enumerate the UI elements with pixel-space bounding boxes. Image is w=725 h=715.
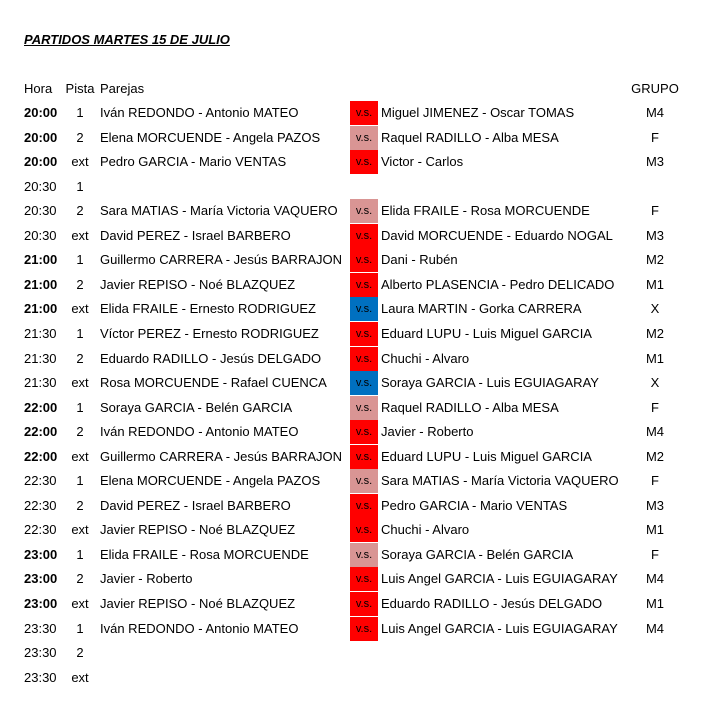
hora-cell: 21:00 — [24, 301, 58, 317]
vs-badge-red: v.s. — [350, 347, 378, 371]
pareja-2-cell: Luis Angel GARCIA - Luis EGUIAGARAY — [381, 620, 618, 636]
grupo-cell — [630, 666, 680, 690]
hora-cell: 22:30 — [24, 473, 57, 489]
pareja-1-cell: Elida FRAILE - Ernesto RODRIGUEZ — [100, 301, 316, 317]
grupo-cell: M2 — [645, 325, 665, 341]
pareja-1-cell: Rosa MORCUENDE - Rafael CUENCA — [100, 375, 327, 391]
vs-badge-red: v.s. — [350, 224, 378, 248]
pareja-2-cell: Laura MARTIN - Gorka CARRERA — [381, 301, 582, 317]
hora-cell: 20:30 — [24, 178, 57, 194]
table-row — [0, 592, 725, 616]
grupo-cell: X — [650, 301, 660, 317]
pareja-1-cell: Elida FRAILE - Rosa MORCUENDE — [100, 546, 309, 562]
pareja-1-cell — [100, 666, 348, 690]
table-row — [0, 641, 725, 665]
hora-cell: 23:30 — [24, 669, 57, 685]
vs-badge-red: v.s. — [350, 273, 378, 297]
hora-cell: 22:30 — [24, 497, 57, 513]
table-row — [0, 101, 725, 125]
table-row — [0, 322, 725, 346]
grupo-cell: M1 — [645, 350, 665, 366]
pista-cell: 1 — [76, 399, 84, 415]
table-row — [0, 666, 725, 690]
vs-badge-blue: v.s. — [350, 297, 378, 321]
pareja-2-cell: Chuchi - Alvaro — [381, 350, 470, 366]
pareja-2-cell — [381, 666, 631, 690]
pista-cell: ext — [71, 375, 89, 391]
grupo-cell: F — [651, 473, 659, 489]
pista-cell: 2 — [76, 645, 84, 661]
pareja-2-cell: Raquel RADILLO - Alba MESA — [381, 129, 559, 145]
pareja-1-cell: Sara MATIAS - María Victoria VAQUERO — [100, 203, 338, 219]
table-row — [0, 494, 725, 518]
table-row — [0, 248, 725, 272]
grupo-cell: M4 — [645, 424, 665, 440]
pista-cell: 1 — [76, 473, 84, 489]
hora-cell: 21:30 — [24, 325, 57, 341]
grupo-cell: M3 — [645, 154, 665, 170]
vs-badge-pink: v.s. — [350, 126, 378, 150]
table-row — [0, 126, 725, 150]
pareja-2-cell — [381, 175, 631, 199]
pareja-1-cell: Eduardo RADILLO - Jesús DELGADO — [100, 350, 322, 366]
grupo-cell: M1 — [645, 522, 665, 538]
pareja-1-cell: Guillermo CARRERA - Jesús BARRAJON — [100, 252, 342, 268]
pareja-1-cell: Soraya GARCIA - Belén GARCIA — [100, 399, 293, 415]
pista-cell: 1 — [76, 546, 84, 562]
pareja-2-cell: Dani - Rubén — [381, 252, 458, 268]
grupo-cell: M4 — [645, 105, 665, 120]
pareja-2-cell: Chuchi - Alvaro — [381, 522, 470, 538]
pareja-2-cell: Victor - Carlos — [381, 154, 464, 170]
pista-cell: 1 — [76, 178, 84, 194]
table-row — [0, 420, 725, 444]
hora-cell: 20:30 — [24, 227, 57, 243]
hora-cell: 23:00 — [24, 546, 58, 562]
pareja-1-cell: Guillermo CARRERA - Jesús BARRAJON — [100, 448, 342, 464]
table-row — [0, 567, 725, 591]
pareja-1-cell: David PEREZ - Israel BARBERO — [100, 227, 291, 243]
pareja-2-cell: Miguel JIMENEZ - Oscar TOMAS — [381, 105, 575, 120]
hora-cell: 22:00 — [24, 448, 58, 464]
grupo-cell: M1 — [645, 596, 665, 611]
hora-cell: 20:00 — [24, 154, 58, 170]
pareja-2-cell: Raquel RADILLO - Alba MESA — [381, 399, 559, 415]
pista-cell: 2 — [76, 350, 84, 366]
grupo-cell: M3 — [645, 227, 665, 243]
vs-badge-red: v.s. — [350, 150, 378, 174]
pareja-1-cell: Víctor PEREZ - Ernesto RODRIGUEZ — [100, 325, 319, 341]
vs-cell — [350, 175, 378, 199]
pista-cell: ext — [71, 596, 89, 611]
table-row — [0, 199, 725, 223]
grupo-cell: M2 — [645, 448, 665, 464]
pista-cell: 2 — [76, 276, 84, 292]
vs-badge-red: v.s. — [350, 592, 378, 616]
pista-cell: 2 — [76, 129, 84, 145]
vs-badge-pink: v.s. — [350, 396, 378, 420]
pareja-2-cell: Eduard LUPU - Luis Miguel GARCIA — [381, 325, 592, 341]
grupo-cell: M1 — [645, 276, 665, 292]
pareja-2-cell: David MORCUENDE - Eduardo NOGAL — [381, 227, 613, 243]
grupo-cell: F — [651, 129, 659, 145]
hora-cell: 20:30 — [24, 203, 57, 219]
pareja-1-cell: Iván REDONDO - Antonio MATEO — [100, 105, 299, 120]
vs-badge-blue: v.s. — [350, 371, 378, 395]
grupo-cell: X — [650, 375, 660, 391]
vs-badge-pink: v.s. — [350, 469, 378, 493]
page-title: PARTIDOS MARTES 15 DE JULIO — [24, 32, 230, 47]
pareja-2-cell: Eduardo RADILLO - Jesús DELGADO — [381, 596, 603, 611]
hora-cell: 20:00 — [24, 105, 58, 120]
pista-cell: 1 — [76, 105, 84, 120]
pista-cell: ext — [71, 522, 89, 538]
hora-cell: 23:30 — [24, 620, 57, 636]
grupo-cell: F — [651, 546, 659, 562]
pareja-1-cell — [100, 641, 348, 665]
vs-badge-red: v.s. — [350, 101, 378, 125]
table-row — [0, 273, 725, 297]
pista-cell: 2 — [76, 497, 84, 513]
vs-badge-red: v.s. — [350, 567, 378, 591]
hora-cell: 20:00 — [24, 129, 58, 145]
grupo-cell — [630, 175, 680, 199]
header-pista: Pista — [65, 81, 95, 96]
table-row — [0, 347, 725, 371]
pista-cell: 1 — [76, 620, 84, 636]
pareja-2-cell: Alberto PLASENCIA - Pedro DELICADO — [381, 276, 615, 292]
pareja-1-cell: Javier REPISO - Noé BLAZQUEZ — [100, 522, 296, 538]
table-row — [0, 396, 725, 420]
pista-cell: ext — [71, 301, 89, 317]
grupo-cell: M4 — [645, 620, 665, 636]
pista-cell: 1 — [76, 252, 84, 268]
pista-cell: ext — [71, 669, 89, 685]
hora-cell: 23:30 — [24, 645, 57, 661]
pareja-1-cell: David PEREZ - Israel BARBERO — [100, 497, 291, 513]
hora-cell: 22:00 — [24, 424, 58, 440]
table-row — [0, 617, 725, 641]
vs-badge-red: v.s. — [350, 617, 378, 641]
pareja-2-cell: Elida FRAILE - Rosa MORCUENDE — [381, 203, 590, 219]
hora-cell: 21:30 — [24, 350, 57, 366]
vs-badge-pink: v.s. — [350, 199, 378, 223]
pareja-2-cell: Eduard LUPU - Luis Miguel GARCIA — [381, 448, 592, 464]
grupo-cell: F — [651, 399, 659, 415]
pareja-1-cell: Iván REDONDO - Antonio MATEO — [100, 424, 299, 440]
pareja-2-cell: Soraya GARCIA - Belén GARCIA — [381, 546, 574, 562]
pista-cell: 1 — [76, 325, 84, 341]
table-row — [0, 543, 725, 567]
vs-badge-red: v.s. — [350, 494, 378, 518]
table-header — [0, 80, 725, 98]
grupo-cell: F — [651, 203, 659, 219]
pareja-1-cell: Pedro GARCIA - Mario VENTAS — [100, 154, 287, 170]
pareja-1-cell: Elena MORCUENDE - Angela PAZOS — [100, 473, 321, 489]
pareja-2-cell: Pedro GARCIA - Mario VENTAS — [381, 497, 568, 513]
pareja-2-cell: Javier - Roberto — [381, 424, 474, 440]
pista-cell: 2 — [76, 203, 84, 219]
pareja-2-cell: Luis Angel GARCIA - Luis EGUIAGARAY — [381, 571, 618, 587]
grupo-cell: M3 — [645, 497, 665, 513]
pareja-1-cell: Javier REPISO - Noé BLAZQUEZ — [100, 596, 296, 611]
pareja-2-cell: Soraya GARCIA - Luis EGUIAGARAY — [381, 375, 599, 391]
pareja-1-cell — [100, 175, 348, 199]
pista-cell: ext — [71, 448, 89, 464]
vs-cell — [350, 666, 378, 690]
table-row — [0, 150, 725, 174]
vs-badge-red: v.s. — [350, 420, 378, 444]
table-row — [0, 175, 725, 199]
table-row — [0, 371, 725, 395]
vs-badge-red: v.s. — [350, 322, 378, 346]
vs-badge-red: v.s. — [350, 518, 378, 542]
vs-badge-red: v.s. — [350, 445, 378, 469]
vs-badge-pink: v.s. — [350, 543, 378, 567]
vs-cell — [350, 641, 378, 665]
table-row — [0, 297, 725, 321]
pista-cell: 2 — [76, 571, 84, 587]
hora-cell: 23:00 — [24, 571, 58, 587]
header-hora: Hora — [24, 81, 53, 96]
pista-cell: ext — [71, 227, 89, 243]
pareja-1-cell: Javier - Roberto — [100, 571, 193, 587]
header-grupo: GRUPO — [631, 81, 679, 96]
hora-cell: 21:30 — [24, 375, 57, 391]
grupo-cell: M2 — [645, 252, 665, 268]
pareja-2-cell: Sara MATIAS - María Victoria VAQUERO — [381, 473, 619, 489]
table-row — [0, 518, 725, 542]
grupo-cell: M4 — [645, 571, 665, 587]
grupo-cell — [630, 641, 680, 665]
pareja-2-cell — [381, 641, 631, 665]
pareja-1-cell: Iván REDONDO - Antonio MATEO — [100, 620, 299, 636]
pista-cell: 2 — [76, 424, 84, 440]
table-row — [0, 469, 725, 493]
hora-cell: 21:00 — [24, 276, 58, 292]
hora-cell: 21:00 — [24, 252, 58, 268]
header-parejas: Parejas — [100, 81, 145, 96]
table-row — [0, 445, 725, 469]
vs-badge-red: v.s. — [350, 248, 378, 272]
pista-cell: ext — [71, 154, 89, 170]
pareja-1-cell: Elena MORCUENDE - Angela PAZOS — [100, 129, 321, 145]
pareja-1-cell: Javier REPISO - Noé BLAZQUEZ — [100, 276, 296, 292]
hora-cell: 22:00 — [24, 399, 58, 415]
hora-cell: 22:30 — [24, 522, 57, 538]
hora-cell: 23:00 — [24, 596, 58, 611]
table-row — [0, 224, 725, 248]
